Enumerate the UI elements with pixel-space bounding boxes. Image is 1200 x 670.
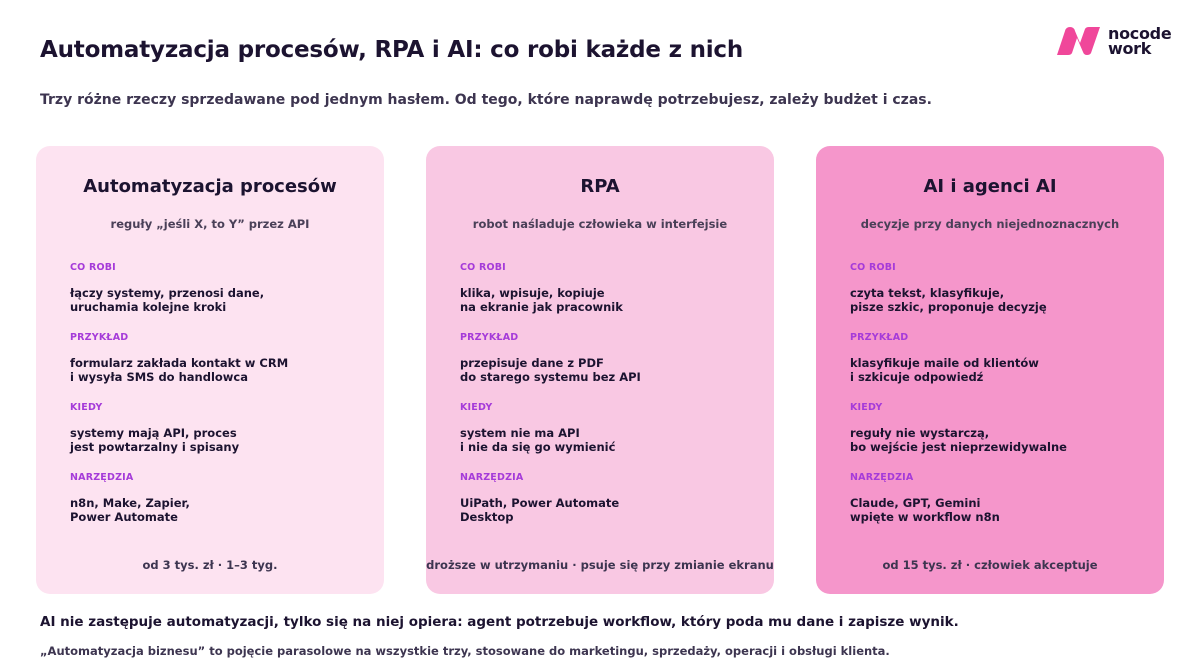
section-label-example: PRZYKŁAD [850,332,909,343]
section-text-tools: UiPath, Power Automate Desktop [460,496,620,524]
section-label-what: CO ROBI [850,262,896,273]
card-tagline: reguły „jeśli X, to Y” przez API [110,217,310,231]
card-footer: od 15 tys. zł · człowiek akceptuje [882,558,1098,572]
card-footer: od 3 tys. zł · 1–3 tyg. [142,558,278,572]
section-label-when: KIEDY [460,402,493,413]
section-label-when: KIEDY [850,402,883,413]
section-text-example: przepisuje dane z PDF do starego systemu bez API [460,356,641,384]
card-ai-agents [816,146,1164,594]
section-text-example: klasyfikuje maile od klientów i szkicuje odpowiedź [850,356,1039,384]
card-title: RPA [580,176,620,197]
section-text-what: klika, wpisuje, kopiuje na ekranie jak pracownik [460,286,623,314]
nocodework-logo-icon [1056,26,1102,56]
logo-text-line2: work [1108,39,1152,58]
card-process-automation [36,146,384,594]
logo-text-line1: nocode [1108,24,1172,43]
card-title: AI i agenci AI [923,176,1057,197]
section-text-when: system nie ma API i nie da się go wymienić [460,426,616,454]
section-label-tools: NARZĘDZIA [850,472,914,483]
section-text-when: systemy mają API, proces jest powtarzalny i spisany [70,426,240,454]
section-label-example: PRZYKŁAD [460,332,519,343]
section-text-what: czyta tekst, klasyfikuje, pisze szkic, proponuje decyzję [850,286,1047,314]
section-label-tools: NARZĘDZIA [70,472,134,483]
footnote-main: AI nie zastępuje automatyzacji, tylko się na niej opiera: agent potrzebuje workflow, który poda mu dane i zapisze wynik. [40,614,959,630]
section-label-example: PRZYKŁAD [70,332,129,343]
page-subtitle: Trzy różne rzeczy sprzedawane pod jednym hasłem. Od tego, które naprawdę potrzebujesz, zależy budżet i czas. [40,92,932,108]
section-text-when: reguły nie wystarczą, bo wejście jest nieprzewidywalne [850,426,1067,454]
footnote-secondary: „Automatyzacja biznesu” to pojęcie parasolowe na wszystkie trzy, stosowane do marketingu, sprzedaży, operacji i obsługi klienta. [40,644,890,658]
section-label-what: CO ROBI [460,262,506,273]
section-label-tools: NARZĘDZIA [460,472,524,483]
section-text-example: formularz zakłada kontakt w CRM i wysyła SMS do handlowca [70,356,289,384]
card-footer: droższe w utrzymaniu · psuje się przy zmianie ekranu [426,558,774,572]
section-text-tools: n8n, Make, Zapier, Power Automate [70,496,190,524]
section-label-when: KIEDY [70,402,103,413]
card-tagline: decyzje przy danych niejednoznacznych [860,217,1120,231]
logo[interactable] [1056,26,1171,56]
card-title: Automatyzacja procesów [83,176,337,197]
section-label-what: CO ROBI [70,262,116,273]
section-text-what: łączy systemy, przenosi dane, uruchamia kolejne kroki [70,286,265,314]
card-tagline: robot naśladuje człowieka w interfejsie [472,217,728,231]
page-title: Automatyzacja procesów, RPA i AI: co robi każde z nich [40,37,744,63]
section-text-tools: Claude, GPT, Gemini wpięte w workflow n8n [850,496,1000,524]
card-rpa [426,146,774,594]
